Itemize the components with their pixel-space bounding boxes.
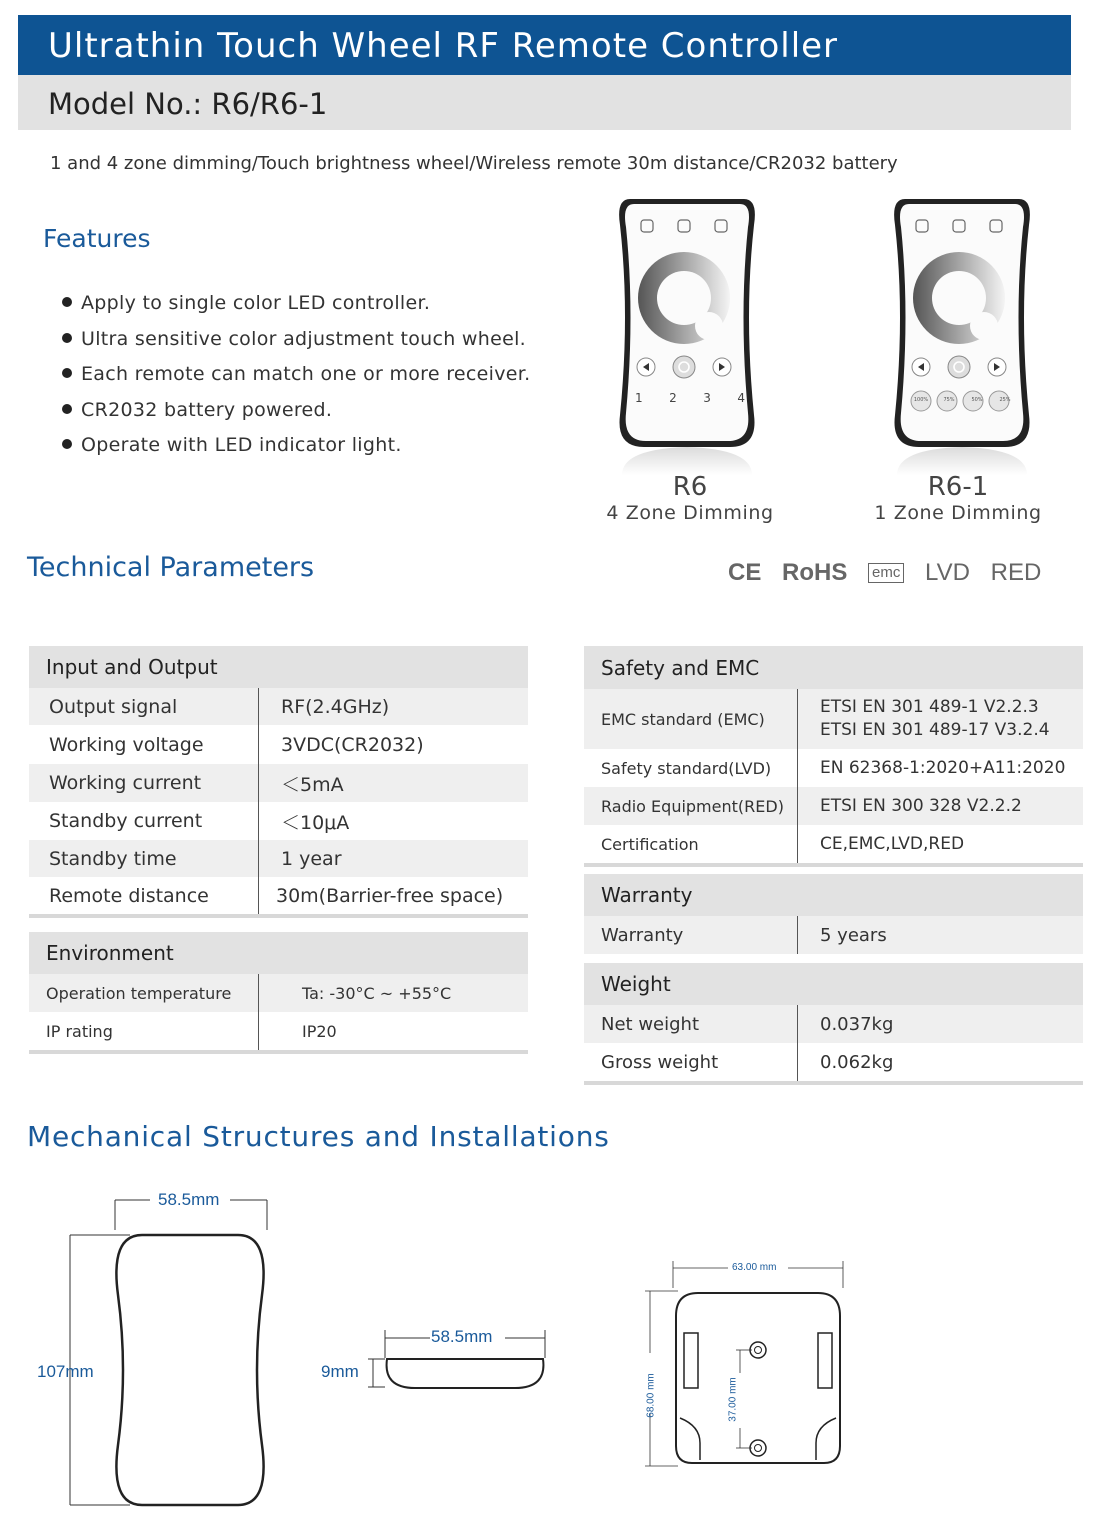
level-button-labels xyxy=(911,397,1015,403)
remote-name: R6 xyxy=(672,472,708,502)
divider xyxy=(584,1081,1083,1085)
table-header: Warranty xyxy=(584,874,1083,916)
remote-r6-image xyxy=(612,195,762,480)
table-row: Safety standard(LVD) EN 62368-1:2020+A11:2020 xyxy=(584,749,1083,787)
input-output-table xyxy=(29,646,528,918)
feature-item: Each remote can match one or more receiver. xyxy=(62,363,530,399)
bullet-icon xyxy=(62,368,72,378)
table-row: Working current ＜5mA xyxy=(29,764,528,802)
remote-r6-1-caption xyxy=(858,472,1058,524)
holder-hole-spacing-dimension: 37.00 mm xyxy=(727,1377,739,1422)
table-row: Remote distance 30m(Barrier-free space) xyxy=(29,877,528,914)
bullet-icon xyxy=(62,439,72,449)
table-header: Weight xyxy=(584,963,1083,1005)
technical-heading: Technical Parameters xyxy=(27,552,315,583)
level-button: 50% xyxy=(971,397,983,403)
table-row: Standby time 1 year xyxy=(29,840,528,877)
feature-item: Ultra sensitive color adjustment touch wheel. xyxy=(62,328,530,364)
table-row: Gross weight 0.062kg xyxy=(584,1043,1083,1081)
remote-subtitle: 4 Zone Dimming xyxy=(606,502,774,524)
safety-emc-table xyxy=(584,646,1083,867)
table-row: IP rating IP20 xyxy=(29,1012,528,1050)
warranty-table xyxy=(584,874,1083,954)
table-header: Safety and EMC xyxy=(584,646,1083,689)
front-width-dimension: 58.5mm xyxy=(158,1190,220,1209)
model-number: Model No.: R6/R6-1 xyxy=(18,75,1071,130)
remote-name: R6-1 xyxy=(927,472,989,502)
remote-r6-1-image xyxy=(887,195,1037,480)
table-header: Environment xyxy=(29,932,528,974)
mechanical-heading: Mechanical Structures and Installations xyxy=(27,1120,610,1153)
zone-button-labels xyxy=(635,391,745,405)
zone-button: 3 xyxy=(703,391,711,405)
holder-width-dimension: 63.00 mm xyxy=(732,1262,777,1273)
divider xyxy=(584,863,1083,867)
zone-button: 1 xyxy=(635,391,643,405)
emc-logo: emc xyxy=(868,563,904,583)
table-row: Radio Equipment(RED) ETSI EN 300 328 V2.2.2 xyxy=(584,787,1083,825)
level-button: 25% xyxy=(999,397,1011,403)
side-thickness-dimension: 9mm xyxy=(321,1362,359,1381)
features-heading: Features xyxy=(43,224,151,253)
feature-item: Operate with LED indicator light. xyxy=(62,434,530,470)
table-row: EMC standard (EMC) ETSI EN 301 489-1 V2.2.3 ETSI EN 301 489-17 V3.2.4 xyxy=(584,689,1083,749)
red-logo: RED xyxy=(990,558,1042,586)
table-row: Net weight 0.037kg xyxy=(584,1005,1083,1043)
level-button: 75% xyxy=(943,397,955,403)
remote-subtitle: 1 Zone Dimming xyxy=(874,502,1042,524)
table-row: Warranty 5 years xyxy=(584,916,1083,954)
rohs-logo: RoHS xyxy=(782,558,848,586)
table-header: Input and Output xyxy=(29,646,528,688)
divider xyxy=(29,914,528,918)
features-list xyxy=(62,292,530,470)
level-button: 100% xyxy=(913,397,929,403)
table-row: Output signal RF(2.4GHz) xyxy=(29,688,528,725)
front-view-drawing xyxy=(30,1185,300,1520)
weight-table xyxy=(584,963,1083,1085)
lvd-logo: LVD xyxy=(925,558,970,586)
table-row: Operation temperature Ta: -30°C ~ +55°C xyxy=(29,974,528,1012)
wall-holder-drawing xyxy=(640,1258,855,1483)
bullet-icon xyxy=(62,297,72,307)
holder-height-dimension: 68.00 mm xyxy=(645,1373,657,1418)
page-title: Ultrathin Touch Wheel RF Remote Controller xyxy=(18,15,1071,75)
side-width-dimension: 58.5mm xyxy=(431,1327,493,1346)
bullet-icon xyxy=(62,333,72,343)
bullet-icon xyxy=(62,404,72,414)
divider xyxy=(29,1050,528,1054)
zone-button: 4 xyxy=(737,391,745,405)
table-row: Working voltage 3VDC(CR2032) xyxy=(29,725,528,764)
table-row: Certification CE,EMC,LVD,RED xyxy=(584,825,1083,863)
certification-logos xyxy=(728,558,1055,587)
feature-item: Apply to single color LED controller. xyxy=(62,292,530,328)
ce-logo: CE xyxy=(728,558,762,586)
remote-r6-caption xyxy=(590,472,790,524)
zone-button: 2 xyxy=(669,391,677,405)
table-row: Standby current ＜10μA xyxy=(29,802,528,840)
front-height-dimension: 107mm xyxy=(37,1362,94,1381)
environment-table xyxy=(29,932,528,1054)
feature-item: CR2032 battery powered. xyxy=(62,399,530,435)
tagline: 1 and 4 zone dimming/Touch brightness wheel/Wireless remote 30m distance/CR2032 battery xyxy=(50,153,898,174)
